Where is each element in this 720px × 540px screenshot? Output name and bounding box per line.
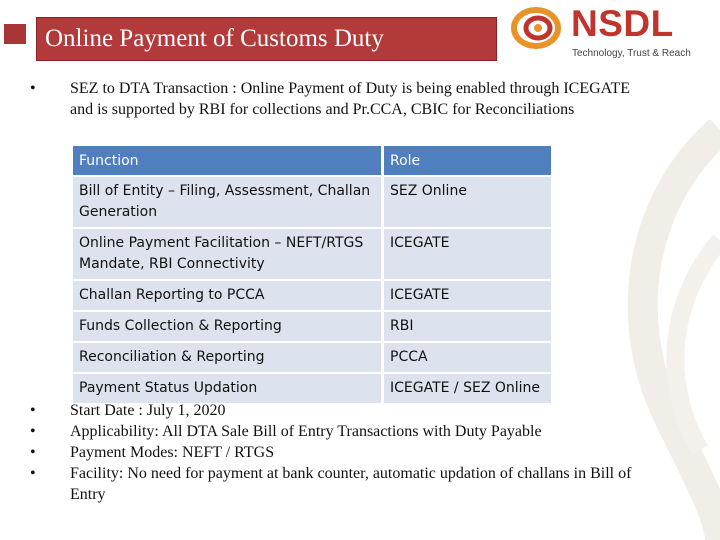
table-row: [73, 374, 551, 403]
bullet-marker: •: [30, 80, 36, 97]
facility-text: Facility: No need for payment at bank counter, automatic updation of challans in Bill of Entry: [70, 465, 632, 503]
title-banner: [36, 17, 497, 61]
table-row: [73, 177, 551, 227]
list-item: [30, 421, 670, 442]
list-item: [30, 400, 670, 421]
table-row: [73, 343, 551, 372]
list-item: [30, 442, 670, 463]
nsdl-swirl-icon: [508, 4, 568, 54]
cell-role: SEZ Online: [381, 177, 551, 227]
intro-text: SEZ to DTA Transaction : Online Payment of Duty is being enabled through ICEGATE and is supported by RBI for collections and Pr.CCA, CBIC for Reconciliations: [70, 80, 630, 118]
title-accent-square: [4, 24, 26, 44]
cell-function: Challan Reporting to PCCA: [73, 281, 381, 310]
page-title: Online Payment of Customs Duty: [45, 25, 384, 52]
cell-role: PCCA: [381, 343, 551, 372]
logo-tagline: Technology, Trust & Reach: [572, 48, 691, 59]
bullet-marker: •: [30, 423, 36, 440]
function-role-table: [73, 144, 551, 405]
intro-bullet: [30, 78, 650, 120]
table-row: [73, 312, 551, 341]
cell-function: Funds Collection & Reporting: [73, 312, 381, 341]
cell-function: Bill of Entity – Filing, Assessment, Challan Generation: [73, 177, 381, 227]
list-item: [30, 463, 670, 505]
applicability-text: Applicability: All DTA Sale Bill of Entry Transactions with Duty Payable: [70, 423, 542, 440]
cell-role: RBI: [381, 312, 551, 341]
cell-function: Payment Status Updation: [73, 374, 381, 403]
bullet-marker: •: [30, 444, 36, 461]
start-date-text: Start Date : July 1, 2020: [70, 402, 226, 419]
bullet-marker: •: [30, 402, 36, 419]
payment-modes-text: Payment Modes: NEFT / RTGS: [70, 444, 275, 461]
details-list: [30, 400, 670, 509]
logo-wordmark: NSDL: [571, 3, 674, 44]
cell-role: ICEGATE: [381, 281, 551, 310]
table-row: [73, 281, 551, 310]
cell-role: ICEGATE / SEZ Online: [381, 374, 551, 403]
cell-function: Reconciliation & Reporting: [73, 343, 381, 372]
bullet-marker: •: [30, 465, 36, 482]
cell-role: ICEGATE: [381, 229, 551, 279]
header-role: Role: [381, 146, 551, 175]
cell-function: Online Payment Facilitation – NEFT/RTGS Mandate, RBI Connectivity: [73, 229, 381, 279]
table-row: [73, 229, 551, 279]
header-function: Function: [73, 146, 381, 175]
table-header-row: [73, 146, 551, 175]
nsdl-logo: [508, 3, 691, 64]
